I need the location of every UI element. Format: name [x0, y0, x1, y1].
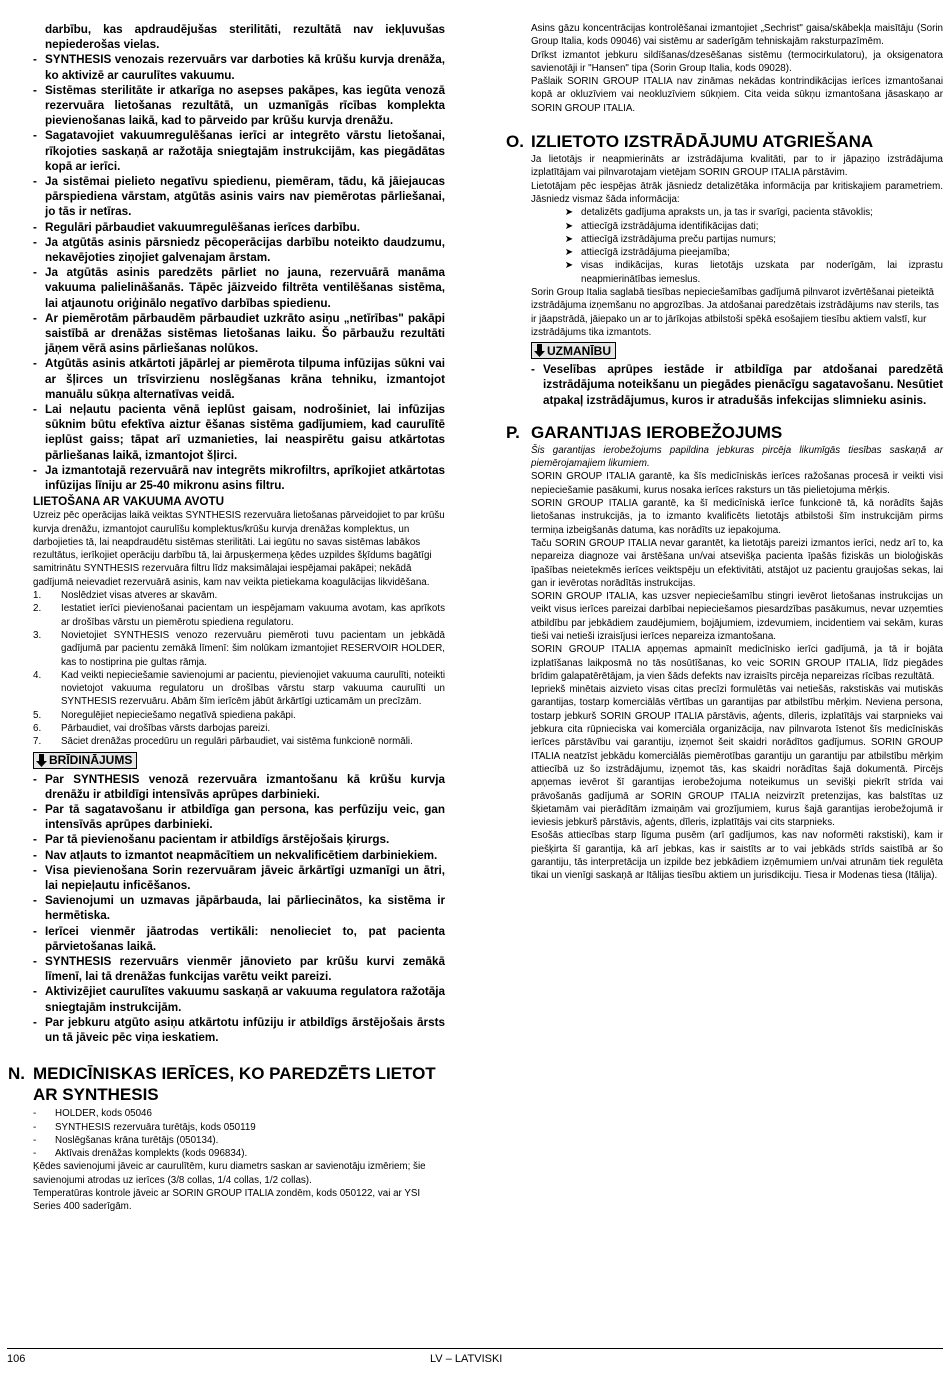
caution-label: UZMANĪBU	[531, 342, 616, 359]
arrow-bullet-icon: ➤	[564, 207, 573, 219]
vacuum-heading: LIETOŠANA AR VAKUUMA AVOTU	[33, 495, 225, 509]
paragraph: Ķēdes savienojumi jāveic ar caurulītēm, kuru diametrs saskan ar savienotāju izmēriem; šie savienojumi atrodas uz ierīces (3/8 collas, 1/4 collas, 1/2 collas).	[33, 1161, 426, 1186]
warning-label: BRĪDINĀJUMS	[33, 752, 137, 769]
list-item: 2. Iestatiet ierīci pievienošanai pacientam un iespējamam vakuuma avotam, kas aprīkots ar drošības vārstu un piemērotu spiediena regulatoru.	[33, 603, 445, 628]
precautions-list	[33, 22, 445, 493]
left-column	[8, 22, 445, 1214]
list-item: - Par jebkuru atgūto asiņu atkārtotu infūziju ir atbildīgs ārstējošais ārsts un tā jāveic pēc viņa ieskatiem.	[33, 1015, 445, 1045]
vacuum-intro: Uzreiz pēc operācijas laikā veiktas SYNTHESIS rezervuāra lietošanas pārveidojiet to par krūšu kurvja drenāžu, izmantojot caurulīšu komplektus/krūšu kurvja drenāžas komplektus, un darbojieties tā, lai neapdraudētu sistēmas sterilitāti. Lai iegūtu no savas sistēmas labākos rezultātus, ierīkojiet operāciju darbību tā, lai ārpusķermeņa ķēdes uzpildes šķīdums bagātīgi samitrinātu SYNTHESIS rezervuāra filtru līdz maksimālajai iespējamai pakāpei; nekādā gadījumā neievadiet rezervuārā asinis, kam nav veikta pietiekama koagulācijas likvidēšana.	[33, 510, 445, 588]
list-item: - Sistēmas sterilitāte ir atkarīga no asepses pakāpes, kas iegūta venozā rezervuāra lietošanas rezultātā, un uzmanīgās rīcības komplekta pievienošanas laikā, kad to pārveido par krūšu kurvja drenāžu.	[33, 83, 445, 128]
paragraph: Sorin Group Italia saglabā tiesības nepieciešamības gadījumā pilnvarot izvērtēšanai pieteiktā izstrādājuma izņemšanu no apgrozības. Ja atdošanai paredzētais izstrādājums nav sterils, tas ir jāapstrādā, jāiepako un ar to jārīkojas atbilstoši spēkā esošajiem tiesību aktiem valstī, kur izstrādājums tika izmantots.	[531, 287, 939, 338]
list-item: - Ar piemērotām pārbaudēm pārbaudiet uzkrāto asiņu „netīrības" pakāpi saistībā ar drenāžas sistēmas lietošanas laiku. Šo pārbaužu rezultāti jāņem vērā asins pārliešanas nolūkos.	[33, 311, 445, 356]
list-item: 1. Noslēdziet visas atveres ar skavām.	[33, 590, 218, 602]
list-item: - Veselības aprūpes iestāde ir atbildīga par atdošanai paredzētā izstrādājuma noteikšanu un piegādes pienācīgu sagatavošanu. Nesūtiet atpakaļ izstrādājumus, kuros ir atradušās infekcijas slimnieku asinis.	[531, 363, 943, 407]
list-item: - Par tā pievienošanu pacientam ir atbildīgs ārstējošais ķirurgs.	[33, 833, 390, 847]
paragraph: Lietotājam pēc iespējas ātrāk jāsniedz detalizētāka informācija par kritiskajiem parametriem. Jāsniedz vismaz šāda informācija:	[531, 180, 943, 205]
paragraph: Drīkst izmantot jebkuru sildīšanas/dzesēšanas sistēmu (termocirkulatoru), ja oksigenatora savienotāji ir "Hansen" tipa (Sorin Group Italia, kods 09028).	[531, 49, 943, 74]
list-item: - SYNTHESIS venozais rezervuārs var darboties kā krūšu kurvja drenāža, ko aktivizē ar caurulītes vakuumu.	[33, 53, 445, 82]
list-item: 5. Noregulējiet nepieciešamo negatīvā spiediena pakāpi.	[33, 709, 296, 721]
paragraph: Taču SORIN GROUP ITALIA nevar garantēt, ka lietotājs pareizi izmantos ierīci, nedz arī to, ka nepareiza diagnoze vai ārstēšana un/vai atsevišķa pacienta īpašās fiziskās un bioloģiskās īpašības neietekmēs ierīces veiktspēju un efektivitāti, atstājot uz pacientu graujošas sekas, lai gan ir ievērotas norādītās instrukcijas.	[531, 537, 943, 589]
paragraph: Ja lietotājs ir neapmierināts ar izstrādājuma kvalitāti, par to ir jāpaziņo izstrādājuma izplatītājam vai pilnvarotajam vietējam SORIN GROUP ITALIA pārstāvim.	[531, 154, 943, 179]
list-item: - Noslēgšanas krāna turētājs (050134).	[33, 1134, 219, 1146]
footer-divider	[7, 1348, 943, 1349]
list-item: - Sagatavojiet vakuumregulēšanas ierīci ar integrēto vārstu lietošanai, rīkojoties saskaņā ar ražotāja sniegtajām instrukcijām, kas piegādātas kopā ar ierīci.	[33, 129, 445, 173]
arrow-bullet-icon: ➤	[564, 233, 573, 245]
arrow-bullet-icon: ➤	[564, 247, 573, 259]
list-item: - Nav atļauts to izmantot neapmācītiem un nekvalificētiem darbiniekiem.	[33, 848, 438, 862]
hand-pointer-icon	[534, 344, 545, 357]
paragraph: Pašlaik SORIN GROUP ITALIA nav zināmas nekādas kontrindikācijas ierīces izmantošanai kopā ar okluzīviem vai neokluzīviem sūkņiem. Cita veida sūkņu izmantošana jāsaskaņo ar SORIN GROUP ITALIA.	[531, 76, 943, 114]
hand-pointer-icon	[36, 754, 47, 767]
steps-list	[33, 589, 445, 749]
caution-list	[531, 362, 943, 408]
list-item: - Ja sistēmai pielieto negatīvu spiedienu, piemēram, tādu, kā jāiejaucas pārspiediena vārstam, atgūtās asinis vairs nav piemērotas pārliešanai, jo tās ir netīras.	[33, 175, 445, 219]
list-item: - Par tā sagatavošanu ir atbildīga gan persona, kas perfūziju veic, gan intensīvās aprūpes darbinieki.	[33, 803, 445, 832]
paragraph: Iepriekš minētais aizvieto visas citas precīzi formulētās vai netiešās, rakstiskās vai mutiskās garantijas, tostarp komerciālās vērtības un garantijas par atbilstību mērķim. Neviena persona, tostarp jebkurš SORIN GROUP ITALIA pārstāvis, aģents, dīleris, izplatītājs vai starpnieks vai jebkura cita rūpnieciska vai komerciāla organizācija, nav pilnvarota īstenot šīs medicīniskās ierīces pārstāvību vai garantiju, izņemot šeit skaidri norādītos gadījumus. SORIN GROUP ITALIA neatzīst jebkādu komerciālās piemērotības garantiju un garantiju par atbilstību mērķim attiecībā uz šo izstrādājumu, izņemot tās, kas skaidri norādītas šajā dokumentā. Pircējs apņemas ievērot šī garantijas ierobežojuma noteikumus un sevišķi piekrīt strīda vai prāvošanās gadījumā ar SORIN GROUP ITALIA neizvirzīt pretenzijas, kas balstītas uz šķietamām vai pierādītām izmaiņām vai grozījumiem, kurus šajā garantijas ierobežojumā ir ieviesis jebkurš pārstāvis, aģents, dīleris, izplatītājs vai cits starpnieks.	[531, 684, 943, 829]
list-item: - Aktivizējiet caurulītes vakuumu saskaņā ar vakuuma regulatora ražotāja sniegtajām instrukcijām.	[33, 985, 445, 1014]
list-item: ➤ attiecīgā izstrādājuma preču partijas numurs;	[531, 233, 943, 246]
section-o-heading: O. IZLIETOTO IZSTRĀDĀJUMU ATGRIEŠANA	[506, 132, 874, 152]
paragraph: Esošās attiecības starp līguma pusēm (arī gadījumos, kas nav noformēti rakstiski), kam ir piešķirta šī garantija, kā arī jebkas, kas ir saistīts ar to vai jebkāds strīds saistībā ar šo garantiju, tās interpretācija un izpilde bez jebkādiem izņēmumiem un/vai atrunām tiek regulēta tikai un vienīgi saskaņā ar Itālijas tiesību aktiem un jurisdikciju. Tiesa ir Modenas tiesa (Itālija).	[531, 830, 943, 882]
paragraph: SORIN GROUP ITALIA garantē, ka šī medicīniskā ierīce funkcionē tā, kā norādīts šajās lietošanas instrukcijās, ja to izmanto kvalificēts lietotājs atbilstoši šīm instrukcijām pirms termiņa izbeigšanās datuma, kas norādīts uz iepakojuma.	[531, 498, 943, 536]
paragraph: Temperatūras kontrole jāveic ar SORIN GROUP ITALIA zondēm, kods 050122, vai ar YSI Series 400 saderīgām.	[33, 1188, 421, 1213]
return-info-list	[531, 206, 943, 286]
language-label: LV – LATVISKI	[430, 1353, 503, 1365]
devices-list	[33, 1107, 445, 1160]
paragraph: SORIN GROUP ITALIA apņemas apmainīt medicīnisko ierīci gadījumā, ja tā ir bojāta izplatīšanas laikposmā no tās nosūtīšanas, ko veic SORIN GROUP ITALIA, līdz piegādes brīdim galapatērētājam, ja vien šāds defekts nav izraisīts pircēja nepareizas rīcības rezultātā.	[531, 644, 943, 682]
arrow-bullet-icon: ➤	[564, 260, 573, 272]
list-item: darbību, kas apdraudējušas sterilitāti, rezultātā nav iekļuvušas nepiederošas vielas.	[45, 23, 445, 52]
list-item: - Regulāri pārbaudiet vakuumregulēšanas ierīces darbību.	[33, 220, 361, 234]
paragraph: SORIN GROUP ITALIA garantē, ka šīs medicīniskās ierīces ražošanas procesā ir veikti visi nepieciešamie pasākumi, kurus nosaka ierīces raksturs un tās pielietojuma mērķis.	[531, 471, 943, 496]
warnings-list	[33, 772, 445, 1046]
paragraph: Šis garantijas ierobežojums papildina jebkuras pircēja likumīgās tiesības saskaņā ar piemērojamajiem likumiem.	[531, 444, 943, 470]
list-item: - Aktīvais drenāžas komplekts (kods 096834).	[33, 1148, 248, 1160]
list-item: 3. Novietojiet SYNTHESIS venozo rezervuāru piemēroti tuvu pacientam un jebkādā gadījumā par pacientu zemākā līmenī: šim nolūkam izmantojiet RESERVOIR HOLDER, kas to nostiprina pie gultas rāmja.	[33, 629, 445, 668]
paragraph: SORIN GROUP ITALIA, kas uzsver nepieciešamību stingri ievērot lietošanas instrukcijas un veikt visus ierīces pareizai darbībai nepieciešamos piesardzības pasākumus, nevar uzņemties atbildību par jebkādiem zaudējumiem, bojājumiem, izdevumiem, incidentiem vai sekām, kuras tieši vai netieši izraisījusi ierīces nepareiza izmantošana.	[531, 591, 943, 642]
list-item: - Visa pievienošana Sorin rezervuāram jāveic ārkārtīgi uzmanīgi un ātri, lai nepieļautu inficēšanos.	[33, 863, 445, 893]
right-column	[506, 22, 943, 883]
section-p-heading: P. GARANTIJAS IEROBEŽOJUMS	[506, 422, 783, 442]
arrow-bullet-icon: ➤	[564, 220, 573, 232]
list-item: ➤ attiecīgā izstrādājuma pieejamība;	[531, 246, 943, 259]
section-n-heading: N. MEDICĪNISKAS IERĪCES, KO PAREDZĒTS LIETOT AR SYNTHESIS	[8, 1064, 436, 1105]
list-item: 4. Kad veikti nepieciešamie savienojumi ar pacientu, pievienojiet vakuuma caurulīti, noteikti novietojot vakuuma regulatoru un drošības vārstu starp vakuuma caurulīti un SYNTHESIS rezervuāru. Abām šīm ierīcēm jābūt ārkārtīgi uzticamām un precīzām.	[33, 669, 445, 708]
list-item: - HOLDER, kods 05046	[33, 1108, 152, 1120]
list-item: 6. Pārbaudiet, vai drošības vārsts darbojas pareizi.	[33, 723, 271, 735]
page-number: 106	[7, 1353, 26, 1365]
list-item: - SYNTHESIS rezervuārs vienmēr jānovieto par krūšu kurvi zemākā līmenī, lai tā drenāžas funkcijas varētu veikt pareizi.	[33, 955, 445, 984]
list-item: - Atgūtās asinis atkārtoti jāpārlej ar piemērota tilpuma infūzijas sūkni vai ar šļirces un trīsvirzienu noslēgšanas krāna tehniku, izmantojot manuālu sūkņa alternatīvas veidā.	[33, 357, 445, 401]
list-item: - Ja atgūtās asinis paredzēts pārliet no jauna, rezervuārā manāma vakuuma palielināšanās. Tāpēc jāizveido filtrēta ventilēšanas sistēma, lai atjaunotu oriģinālo negatīvo darbības spiedienu.	[33, 266, 445, 310]
list-item: - SYNTHESIS rezervuāra turētājs, kods 050119	[33, 1121, 256, 1133]
list-item: ➤ visas indikācijas, kuras lietotājs uzskata par noderīgām, lai izprastu neapmierinātības iemeslus.	[531, 259, 943, 286]
list-item: - Ja izmantotajā rezervuārā nav integrēts mikrofiltrs, aprīkojiet atkārtotas infūzijas līniju ar 25-40 mikronu asins filtru.	[33, 463, 445, 493]
list-item: 7. Sāciet drenāžas procedūru un regulāri pārbaudiet, vai sistēma funkcionē normāli.	[33, 736, 413, 748]
list-item: ➤ detalizēts gadījuma apraksts un, ja tas ir svarīgi, pacienta stāvoklis;	[531, 206, 943, 219]
paragraph: Asins gāzu koncentrācijas kontrolēšanai izmantojiet „Sechrist" gaisa/skābekļa maisītāju (Sorin Group Italia, kods 09046) vai sistēmu ar saderīgām tehniskajām raksturpazīmēm.	[531, 23, 943, 48]
list-item: - Savienojumi un uzmavas jāpārbauda, lai pārliecinātos, ka sistēma ir hermētiska.	[33, 894, 445, 923]
list-item: - Lai neļautu pacienta vēnā ieplūst gaisam, nodrošiniet, lai infūzijas sūknim būtu efektīva aiztur ēšanas sistēma gadījumiem, kad caurulītē ieplūst gaiss; tāpat arī uzmanieties, lai neaspirētu gaisu atkārtotas pārliešanas laikā, izmantojot šļirci.	[33, 403, 445, 462]
list-item: - Ja atgūtās asinis pārsniedz pēcoperācijas darbību noteikto daudzumu, nekavējoties ziņojiet galvenajam ārstam.	[33, 235, 445, 265]
list-item: ➤ attiecīgā izstrādājuma identifikācijas dati;	[531, 220, 943, 233]
list-item: - Ierīcei vienmēr jāatrodas vertikāli: nenolieciet to, pat pacienta pārvietošanas laikā.	[33, 924, 445, 953]
list-item: - Par SYNTHESIS venozā rezervuāra izmantošanu kā krūšu kurvja drenāžu ir atbildīgi intensīvās aprūpes darbinieki.	[33, 772, 445, 801]
